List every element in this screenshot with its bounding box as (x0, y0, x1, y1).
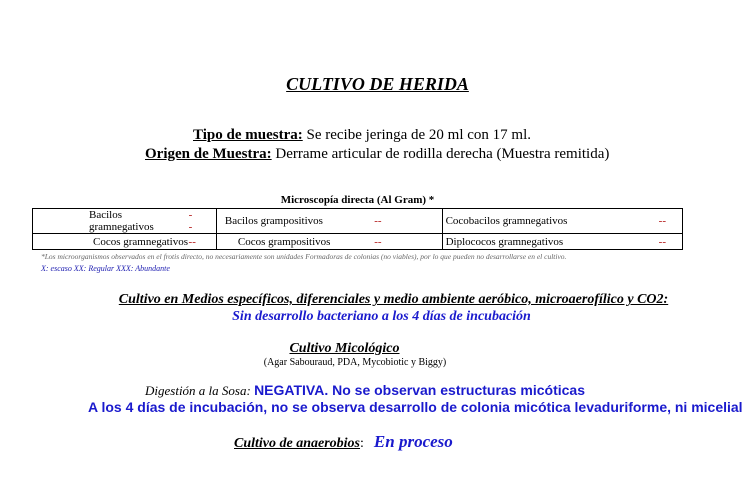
anaerobes-value: En proceso (373, 432, 453, 451)
report-title: CULTIVO DE HERIDA (286, 74, 469, 94)
mycology-media: (Agar Sabouraud, PDA, Mycobiotic y Biggy) (263, 357, 447, 368)
microscopy-cell (216, 234, 442, 250)
microscopy-row (33, 209, 683, 234)
microscopy-footnote: *Los microorganismos observados en el frotis directo, no necesariamente son unidades Formadoras de colonias (no viables), por lo que pueden no desarrollarse en el cultivo. (41, 252, 567, 261)
culture-title: Cultivo en Medios específicos, diferenciales y medio ambiente aeróbico, microaerofílico y CO2: (118, 292, 669, 307)
organism-value: -- (188, 209, 193, 233)
sample-type-value: Se recibe jeringa de 20 ml con 17 ml. (302, 127, 532, 143)
organism-value: -- (374, 215, 382, 227)
organism-value: -- (374, 235, 382, 248)
digestion-label: Digestión a la Sosa: (145, 383, 255, 398)
organism-name: Diplococos gramnegativos (445, 235, 564, 248)
organism-value: -- (658, 235, 666, 248)
digestion-line (145, 382, 585, 400)
culture-result: Sin desarrollo bacteriano a los 4 días de incubación (232, 309, 531, 324)
organism-name: Bacilos gramnegativos (89, 209, 154, 233)
anaerobes-colon: : (360, 436, 364, 451)
microscopy-cell (216, 209, 442, 234)
anaerobes-label: Cultivo de anaerobios (234, 436, 361, 451)
sample-origin-label: Origen de Muestra: (145, 146, 272, 162)
microscopy-table (32, 208, 683, 250)
anaerobes-line (234, 432, 453, 452)
mycology-result: A los 4 días de incubación, no se observa desarrollo de colonia micótica levaduriforme, ni micelial (88, 399, 743, 415)
sample-type-line (193, 127, 531, 144)
microscopy-cell (442, 209, 682, 234)
organism-name: Cocos gramnegativos (93, 235, 189, 248)
organism-name: Cocos grampositivos (237, 235, 331, 248)
sample-origin-line (145, 146, 609, 163)
organism-name: Bacilos grampositivos (224, 215, 323, 227)
microscopy-cell (33, 234, 217, 250)
organism-name: Cocobacilos gramnegativos (445, 215, 568, 227)
organism-value: -- (188, 235, 196, 248)
mycology-title: Cultivo Micológico (289, 341, 400, 356)
digestion-value: NEGATIVA. No se observan estructuras micóticas (254, 382, 585, 398)
organism-value: -- (658, 215, 666, 227)
sample-origin-value: Derrame articular de rodilla derecha (Muestra remitida) (271, 146, 610, 162)
microscopy-cell (442, 234, 682, 250)
sample-type-label: Tipo de muestra: (193, 127, 303, 143)
microscopy-title: Microscopía directa (Al Gram) * (280, 194, 435, 206)
abundance-legend: X: escaso XX: Regular XXX: Abundante (41, 264, 170, 273)
microscopy-cell (33, 209, 217, 234)
microscopy-row (33, 234, 683, 250)
